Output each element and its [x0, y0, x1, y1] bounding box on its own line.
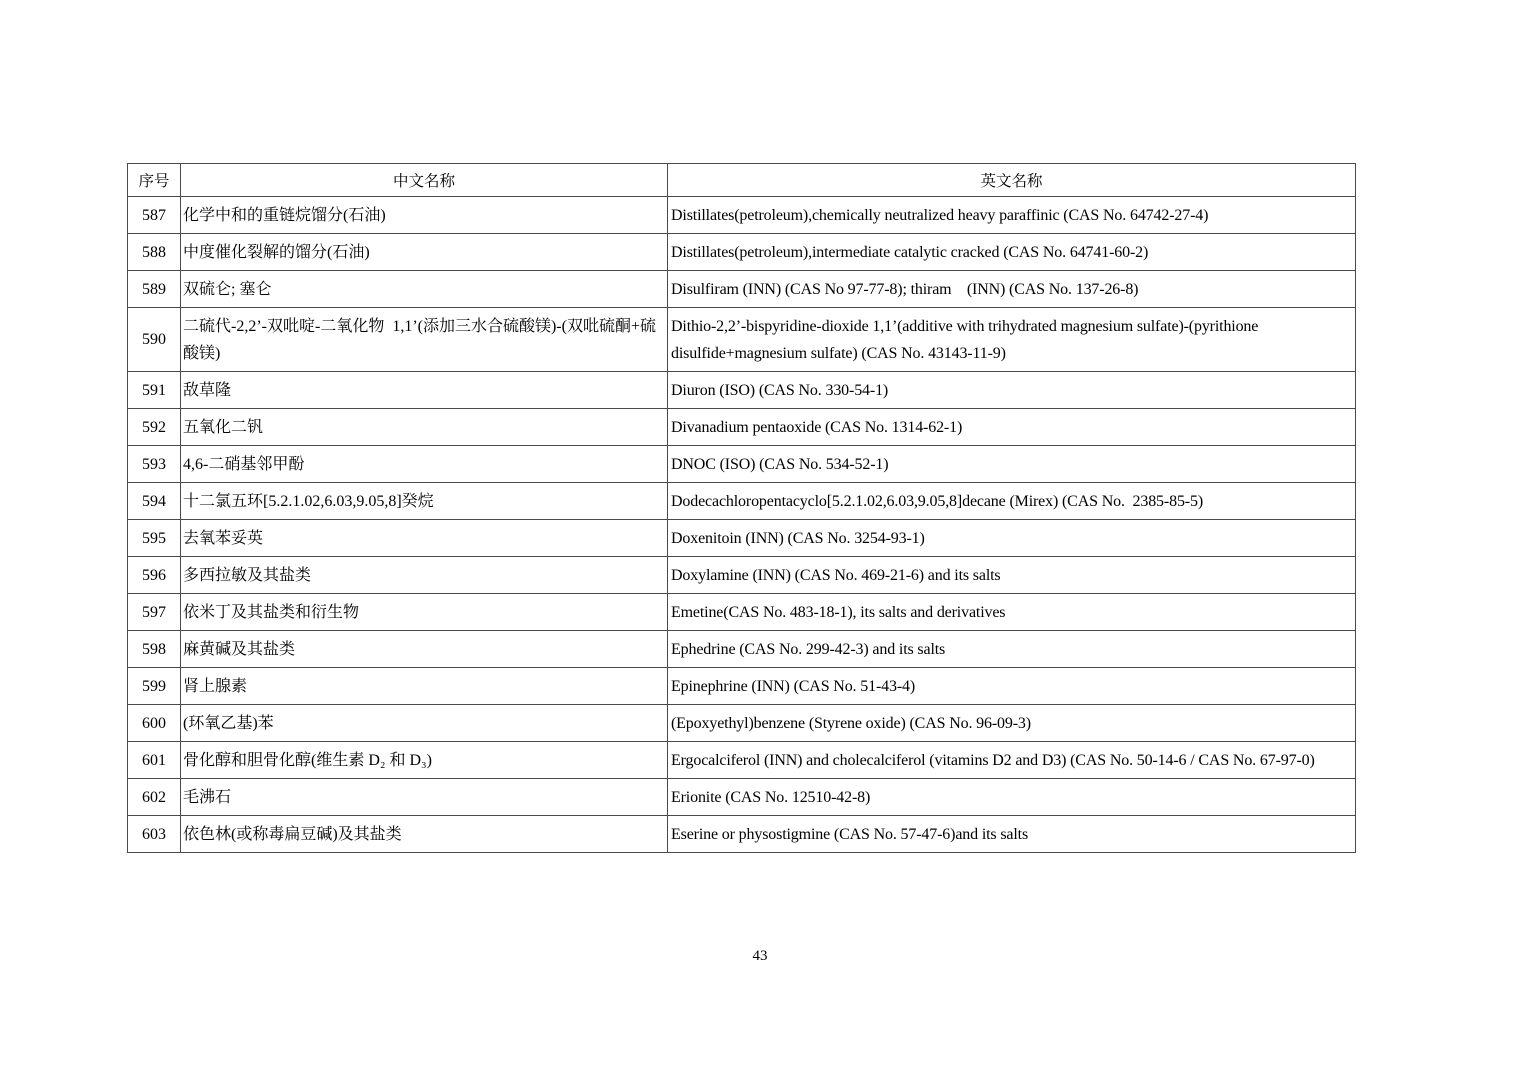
row-english-name: Diuron (ISO) (CAS No. 330-54-1) — [668, 372, 1356, 409]
row-english-name: DNOC (ISO) (CAS No. 534-52-1) — [668, 446, 1356, 483]
row-chinese-name: 五氧化二钒 — [181, 409, 668, 446]
row-serial-number: 592 — [128, 409, 181, 446]
row-english-name: Distillates(petroleum),intermediate catalytic cracked (CAS No. 64741-60-2) — [668, 234, 1356, 271]
row-english-name: Ergocalciferol (INN) and cholecalciferol (vitamins D2 and D3) (CAS No. 50-14-6 / CAS No. 67-97-0) — [668, 742, 1356, 779]
table-row — [128, 779, 1356, 816]
row-chinese-name: 4,6-二硝基邻甲酚 — [181, 446, 668, 483]
table-row — [128, 271, 1356, 308]
row-english-name: Disulfiram (INN) (CAS No 97-77-8); thiram (INN) (CAS No. 137-26-8) — [668, 271, 1356, 308]
table-row — [128, 594, 1356, 631]
table-row — [128, 520, 1356, 557]
table-row — [128, 197, 1356, 234]
row-serial-number: 588 — [128, 234, 181, 271]
row-chinese-name: 多西拉敏及其盐类 — [181, 557, 668, 594]
row-english-name: Dodecachloropentacyclo[5.2.1.02,6.03,9.05,8]decane (Mirex) (CAS No. 2385-85-5) — [668, 483, 1356, 520]
row-chinese-name: 毛沸石 — [181, 779, 668, 816]
row-english-name: (Epoxyethyl)benzene (Styrene oxide) (CAS No. 96-09-3) — [668, 705, 1356, 742]
row-chinese-name: 二硫代-2,2’-双吡啶-二氧化物 1,1’(添加三水合硫酸镁)-(双吡硫酮+硫酸镁) — [181, 308, 668, 372]
table-row — [128, 705, 1356, 742]
table-row — [128, 446, 1356, 483]
row-chinese-name: 十二氯五环[5.2.1.02,6.03,9.05,8]癸烷 — [181, 483, 668, 520]
substances-table — [127, 163, 1356, 853]
row-english-name: Eserine or physostigmine (CAS No. 57-47-6)and its salts — [668, 816, 1356, 853]
table-row — [128, 742, 1356, 779]
table-row — [128, 483, 1356, 520]
row-chinese-name: 依色林(或称毒扁豆碱)及其盐类 — [181, 816, 668, 853]
table-row — [128, 816, 1356, 853]
table-row — [128, 234, 1356, 271]
row-english-name: Ephedrine (CAS No. 299-42-3) and its salts — [668, 631, 1356, 668]
row-chinese-name: (环氧乙基)苯 — [181, 705, 668, 742]
row-serial-number: 602 — [128, 779, 181, 816]
page-number: 43 — [752, 948, 768, 964]
table-row — [128, 668, 1356, 705]
row-chinese-name: 肾上腺素 — [181, 668, 668, 705]
table-header-row — [128, 164, 1356, 197]
row-serial-number: 590 — [128, 308, 181, 372]
row-serial-number: 589 — [128, 271, 181, 308]
row-chinese-name: 依米丁及其盐类和衍生物 — [181, 594, 668, 631]
header-english-name: 英文名称 — [668, 164, 1356, 197]
table-row — [128, 631, 1356, 668]
row-serial-number: 587 — [128, 197, 181, 234]
header-serial-number: 序号 — [128, 164, 181, 197]
table-row — [128, 308, 1356, 372]
row-english-name: Epinephrine (INN) (CAS No. 51-43-4) — [668, 668, 1356, 705]
row-serial-number: 596 — [128, 557, 181, 594]
row-chinese-name: 双硫仑; 塞仑 — [181, 271, 668, 308]
table-body — [128, 197, 1356, 853]
row-serial-number: 591 — [128, 372, 181, 409]
row-serial-number: 603 — [128, 816, 181, 853]
row-chinese-name: 去氧苯妥英 — [181, 520, 668, 557]
row-english-name: Doxylamine (INN) (CAS No. 469-21-6) and its salts — [668, 557, 1356, 594]
row-english-name: Distillates(petroleum),chemically neutralized heavy paraffinic (CAS No. 64742-27-4) — [668, 197, 1356, 234]
row-serial-number: 598 — [128, 631, 181, 668]
row-serial-number: 595 — [128, 520, 181, 557]
row-serial-number: 594 — [128, 483, 181, 520]
row-serial-number: 601 — [128, 742, 181, 779]
row-serial-number: 593 — [128, 446, 181, 483]
row-chinese-name: 麻黄碱及其盐类 — [181, 631, 668, 668]
row-chinese-name: 骨化醇和胆骨化醇(维生素 D₂ 和 D₃) — [181, 742, 668, 779]
row-english-name: Emetine(CAS No. 483-18-1), its salts and derivatives — [668, 594, 1356, 631]
row-chinese-name: 中度催化裂解的馏分(石油) — [181, 234, 668, 271]
row-english-name: Erionite (CAS No. 12510-42-8) — [668, 779, 1356, 816]
row-chinese-name: 敌草隆 — [181, 372, 668, 409]
table-row — [128, 557, 1356, 594]
row-serial-number: 599 — [128, 668, 181, 705]
row-english-name: Doxenitoin (INN) (CAS No. 3254-93-1) — [668, 520, 1356, 557]
row-serial-number: 597 — [128, 594, 181, 631]
table-row — [128, 409, 1356, 446]
row-english-name: Dithio-2,2’-bispyridine-dioxide 1,1’(additive with trihydrated magnesium sulfate)-(pyrithione disulfide+magnesium sulfate) (CAS No. 43143-11-9) — [668, 308, 1356, 372]
row-english-name: Divanadium pentaoxide (CAS No. 1314-62-1) — [668, 409, 1356, 446]
row-serial-number: 600 — [128, 705, 181, 742]
header-chinese-name: 中文名称 — [181, 164, 668, 197]
row-chinese-name: 化学中和的重链烷馏分(石油) — [181, 197, 668, 234]
table-row — [128, 372, 1356, 409]
